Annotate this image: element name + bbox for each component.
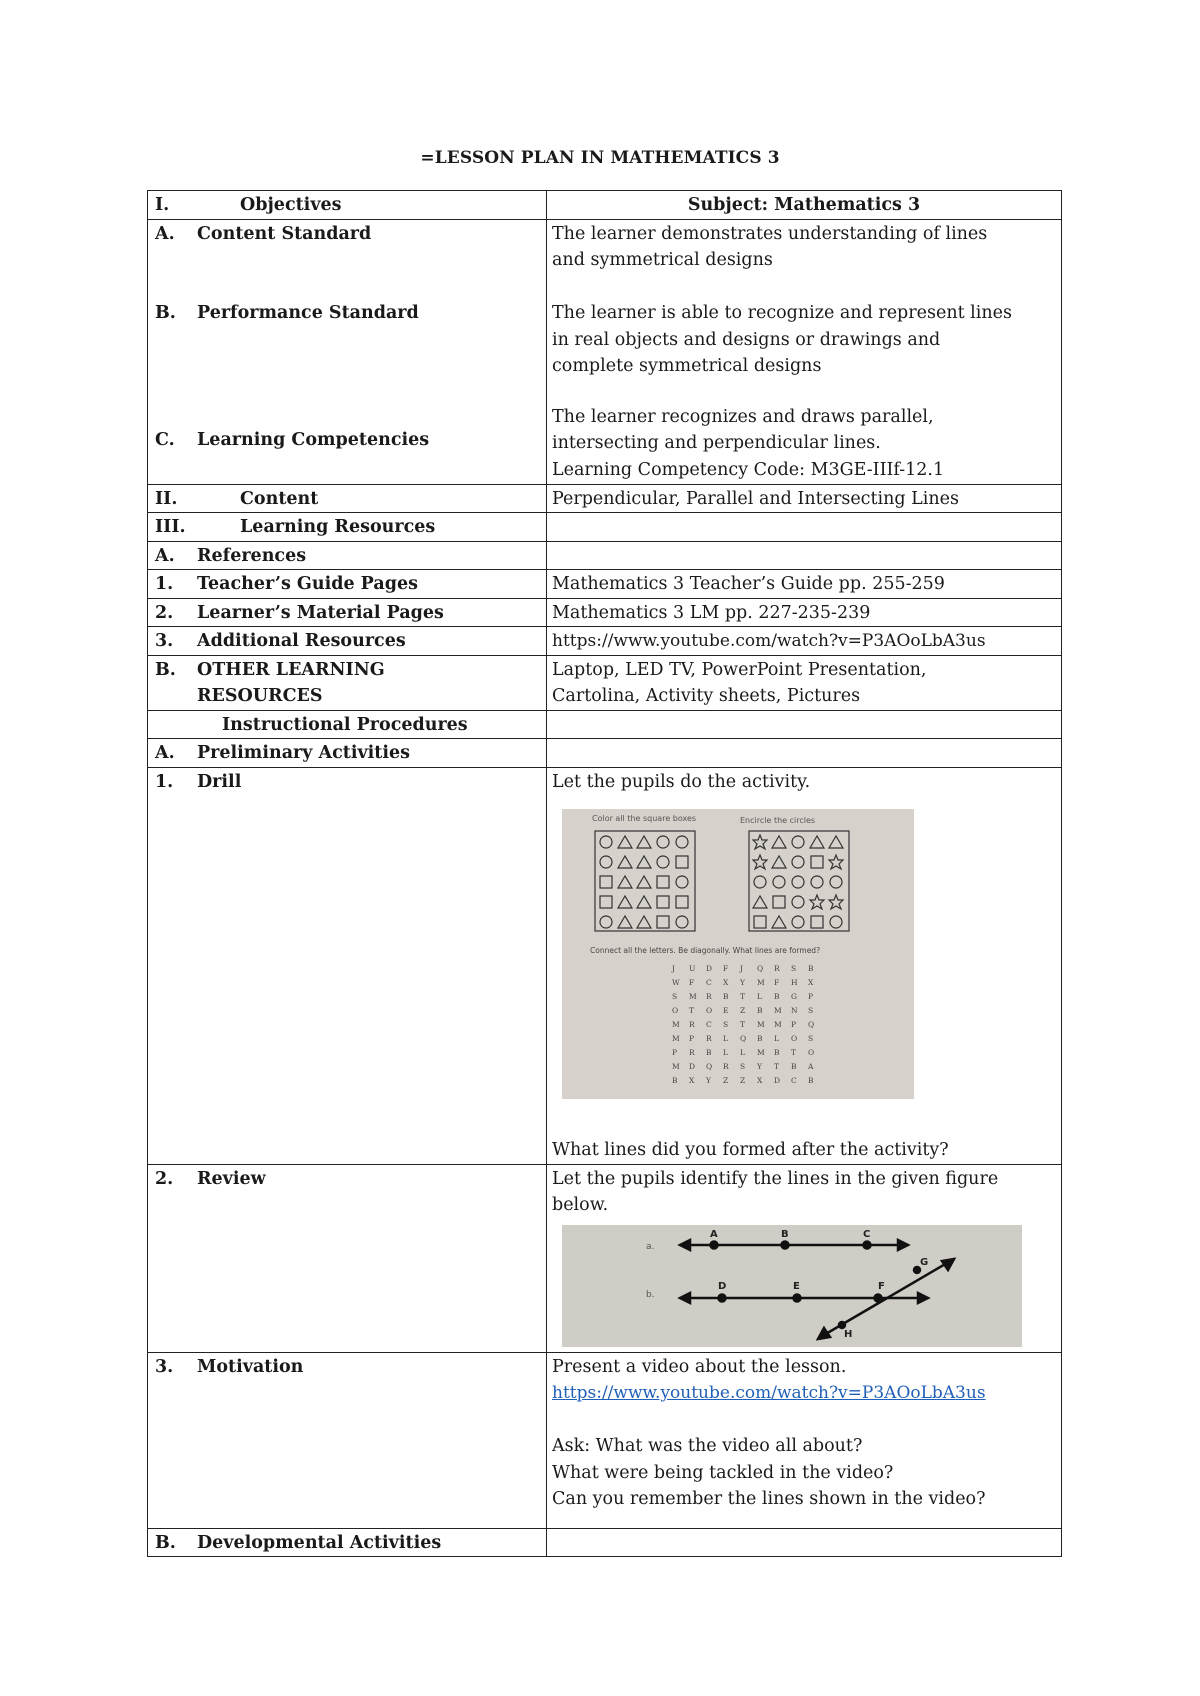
row-number: B. — [155, 302, 176, 323]
row-label: Content Standard — [197, 223, 372, 244]
point-label-g: G — [920, 1256, 929, 1268]
row-review — [148, 1164, 1062, 1352]
grid-letter: A — [808, 1062, 814, 1071]
grid-letter: Y — [740, 978, 745, 987]
grid-letter: L — [723, 1048, 728, 1057]
grid-letter: C — [791, 1076, 797, 1085]
competency-text: intersecting and perpendicular lines. — [552, 433, 881, 453]
grid-letter: M — [774, 1006, 782, 1015]
grid-letter: Q — [808, 1020, 815, 1029]
row-developmental-activities — [148, 1528, 1062, 1557]
row-a-label: a. — [646, 1241, 655, 1252]
grid-letter: O — [791, 1034, 798, 1043]
grid-letter: X — [757, 1076, 763, 1085]
grid-letter: C — [706, 978, 712, 987]
row-label: Teacher’s Guide Pages — [197, 574, 418, 594]
empty-cell — [547, 1528, 1062, 1557]
row-number: 1. — [155, 574, 174, 594]
content-standard-text: and symmetrical designs — [552, 250, 773, 270]
lesson-plan-table — [147, 190, 1062, 1557]
row-learners-material — [148, 598, 1062, 627]
point-label-e: E — [793, 1280, 800, 1292]
grid-letter: U — [689, 964, 696, 973]
drill-intro: Let the pupils do the activity. — [552, 771, 811, 792]
grid-letter: S — [791, 964, 797, 973]
grid-letter: Z — [723, 1076, 729, 1085]
grid-letter: T — [740, 1020, 746, 1029]
performance-standard-text: The learner is able to recognize and represent lines — [552, 303, 1012, 323]
content-standard-text: The learner demonstrates understanding of lines — [552, 223, 988, 244]
row-references — [148, 541, 1062, 570]
grid-letter: B — [672, 1076, 678, 1085]
row-number: C. — [155, 429, 175, 450]
grid-letter: M — [672, 1020, 680, 1029]
row-label: Motivation — [197, 1356, 304, 1377]
grid-letter: M — [672, 1062, 680, 1071]
grid-letter: R — [723, 1062, 729, 1071]
row-label: Objectives — [240, 195, 342, 215]
drill-caption-bottom: Connect all the letters. Be diagonally. What lines are formed? — [590, 946, 821, 955]
point-label-a: A — [710, 1228, 718, 1240]
empty-cell — [547, 541, 1062, 570]
grid-letter: M — [774, 1020, 782, 1029]
grid-letter: M — [689, 992, 697, 1001]
row-label: Instructional Procedures — [222, 714, 468, 735]
grid-letter: S — [808, 1034, 814, 1043]
motivation-question: Can you remember the lines shown in the video? — [552, 1489, 986, 1509]
row-number: A. — [155, 743, 175, 763]
grid-letter: P — [672, 1048, 678, 1057]
review-intro: below. — [552, 1195, 609, 1215]
teachers-guide-cell: Mathematics 3 Teacher’s Guide pp. 255-259 — [547, 570, 1062, 599]
grid-letter: Q — [740, 1034, 747, 1043]
subject-cell: Subject: Mathematics 3 — [547, 191, 1062, 220]
motivation-question: What were being tackled in the video? — [552, 1462, 894, 1483]
grid-letter: L — [757, 992, 762, 1001]
row-other-resources — [148, 655, 1062, 710]
grid-letter: Q — [706, 1062, 713, 1071]
row-label: Additional Resources — [197, 631, 406, 651]
grid-letter: X — [689, 1076, 695, 1085]
grid-letter: F — [689, 978, 695, 987]
point-label-f: F — [878, 1280, 885, 1292]
grid-letter: Q — [757, 964, 764, 973]
grid-letter: D — [774, 1076, 781, 1085]
grid-letter: B — [723, 992, 729, 1001]
row-additional-resources — [148, 627, 1062, 656]
drill-activity-photo — [562, 809, 914, 1099]
row-number: A. — [155, 545, 175, 566]
empty-cell — [547, 513, 1062, 542]
row-label: Review — [197, 1168, 266, 1189]
row-learning-resources — [148, 513, 1062, 542]
row-label: Drill — [197, 771, 242, 792]
row-label: Content — [240, 488, 319, 509]
row-label: Learning Resources — [240, 517, 436, 537]
grid-letter: C — [706, 1020, 712, 1029]
grid-letter: T — [689, 1006, 695, 1015]
performance-standard-text: in real objects and designs or drawings and — [552, 329, 941, 350]
row-number: II. — [155, 488, 178, 509]
row-number: B. — [155, 659, 176, 680]
point-label-d: D — [718, 1280, 727, 1292]
grid-letter: X — [723, 978, 729, 987]
grid-letter: B — [791, 1062, 797, 1071]
row-label: Learner’s Material Pages — [197, 602, 444, 623]
row-label: RESOURCES — [197, 686, 323, 706]
grid-letter: D — [706, 964, 713, 973]
grid-letter: N — [791, 1006, 798, 1015]
row-preliminary-activities — [148, 739, 1062, 768]
row-motivation — [148, 1352, 1062, 1528]
grid-letter: R — [774, 964, 780, 973]
grid-letter: B — [774, 1048, 780, 1057]
other-resources-text: Cartolina, Activity sheets, Pictures — [552, 686, 861, 706]
grid-letter: D — [689, 1062, 696, 1071]
row-number: B. — [155, 1532, 176, 1553]
grid-letter: L — [740, 1048, 745, 1057]
grid-letter: B — [757, 1034, 763, 1043]
grid-letter: P — [791, 1020, 797, 1029]
row-number: III. — [155, 517, 186, 537]
grid-letter: M — [757, 978, 765, 987]
row-content — [148, 484, 1062, 513]
row-label: OTHER LEARNING — [197, 659, 385, 680]
performance-standard-text: complete symmetrical designs — [552, 356, 822, 376]
grid-letter: Z — [740, 1006, 746, 1015]
grid-letter: W — [672, 978, 680, 987]
row-number: 3. — [155, 631, 174, 651]
row-objectives — [148, 191, 1062, 220]
grid-letter: P — [689, 1034, 695, 1043]
grid-letter: L — [723, 1034, 728, 1043]
grid-letter: Z — [740, 1076, 746, 1085]
learners-material-cell: Mathematics 3 LM pp. 227-235-239 — [547, 598, 1062, 627]
row-number: I. — [155, 195, 170, 215]
grid-letter: B — [808, 1076, 814, 1085]
grid-letter: R — [689, 1020, 695, 1029]
grid-letter: B — [706, 1048, 712, 1057]
grid-letter: Y — [706, 1076, 711, 1085]
grid-letter: B — [774, 992, 780, 1001]
row-label: References — [197, 545, 307, 566]
video-link[interactable]: https://www.youtube.com/watch?v=P3AOoLbA3us — [552, 1383, 986, 1403]
grid-letter: S — [672, 992, 678, 1001]
grid-letter: X — [808, 978, 814, 987]
competency-text: The learner recognizes and draws parallel, — [552, 406, 934, 427]
grid-letter: F — [723, 964, 729, 973]
point-label-h: H — [844, 1328, 853, 1340]
other-resources-text: Laptop, LED TV, PowerPoint Presentation, — [552, 659, 927, 680]
grid-letter: P — [808, 992, 814, 1001]
grid-letter: T — [774, 1062, 780, 1071]
grid-letter: H — [791, 978, 798, 987]
grid-letter: L — [774, 1034, 779, 1043]
grid-letter: Y — [757, 1062, 762, 1071]
grid-letter: E — [723, 1006, 729, 1015]
grid-letter: S — [808, 1006, 814, 1015]
lines-figure-photo — [562, 1225, 1022, 1347]
grid-letter: M — [757, 1020, 765, 1029]
grid-letter: O — [706, 1006, 713, 1015]
grid-letter: S — [740, 1062, 746, 1071]
grid-letter: F — [774, 978, 780, 987]
empty-cell — [547, 710, 1062, 739]
drill-caption-right: Encircle the circles — [740, 816, 816, 825]
additional-resources-cell: https://www.youtube.com/watch?v=P3AOoLbA3us — [547, 627, 1062, 656]
row-teachers-guide — [148, 570, 1062, 599]
competency-text: Learning Competency Code: M3GE-IIIf-12.1 — [552, 459, 945, 480]
grid-letter: S — [723, 1020, 729, 1029]
grid-letter: R — [706, 992, 712, 1001]
row-number: 3. — [155, 1356, 174, 1377]
review-intro: Let the pupils identify the lines in the given figure — [552, 1168, 999, 1189]
grid-letter: R — [706, 1034, 712, 1043]
grid-letter: J — [672, 964, 676, 973]
row-label: Learning Competencies — [197, 429, 430, 450]
row-number: 1. — [155, 771, 174, 792]
drill-question: What lines did you formed after the activity? — [552, 1140, 949, 1160]
grid-letter: T — [791, 1048, 797, 1057]
row-number: A. — [155, 223, 175, 244]
content-cell: Perpendicular, Parallel and Intersecting Lines — [547, 484, 1062, 513]
row-drill — [148, 767, 1062, 1164]
grid-letter: J — [740, 964, 744, 973]
document-title: =LESSON PLAN IN MATHEMATICS 3 — [420, 148, 780, 168]
motivation-text: Present a video about the lesson. — [552, 1356, 847, 1377]
grid-letter: T — [740, 992, 746, 1001]
point-label-b: B — [781, 1228, 789, 1240]
row-label: Preliminary Activities — [197, 743, 411, 763]
grid-letter: B — [757, 1006, 763, 1015]
empty-cell — [547, 739, 1062, 768]
row-instructional-procedures — [148, 710, 1062, 739]
row-label: Performance Standard — [197, 302, 419, 323]
drill-caption-left: Color all the square boxes — [592, 814, 697, 823]
point-label-c: C — [863, 1228, 871, 1240]
row-label: Developmental Activities — [197, 1532, 442, 1553]
grid-letter: O — [672, 1006, 679, 1015]
row-number: 2. — [155, 602, 174, 623]
letter-grid — [671, 964, 814, 1085]
row-number: 2. — [155, 1168, 174, 1189]
grid-letter: M — [672, 1034, 680, 1043]
grid-letter: B — [808, 964, 814, 973]
motivation-question: Ask: What was the video all about? — [552, 1436, 863, 1456]
grid-letter: R — [689, 1048, 695, 1057]
row-standards — [148, 219, 1062, 484]
grid-letter: M — [757, 1048, 765, 1057]
grid-letter: O — [808, 1048, 815, 1057]
row-b-label: b. — [646, 1289, 655, 1300]
grid-letter: G — [791, 992, 797, 1001]
